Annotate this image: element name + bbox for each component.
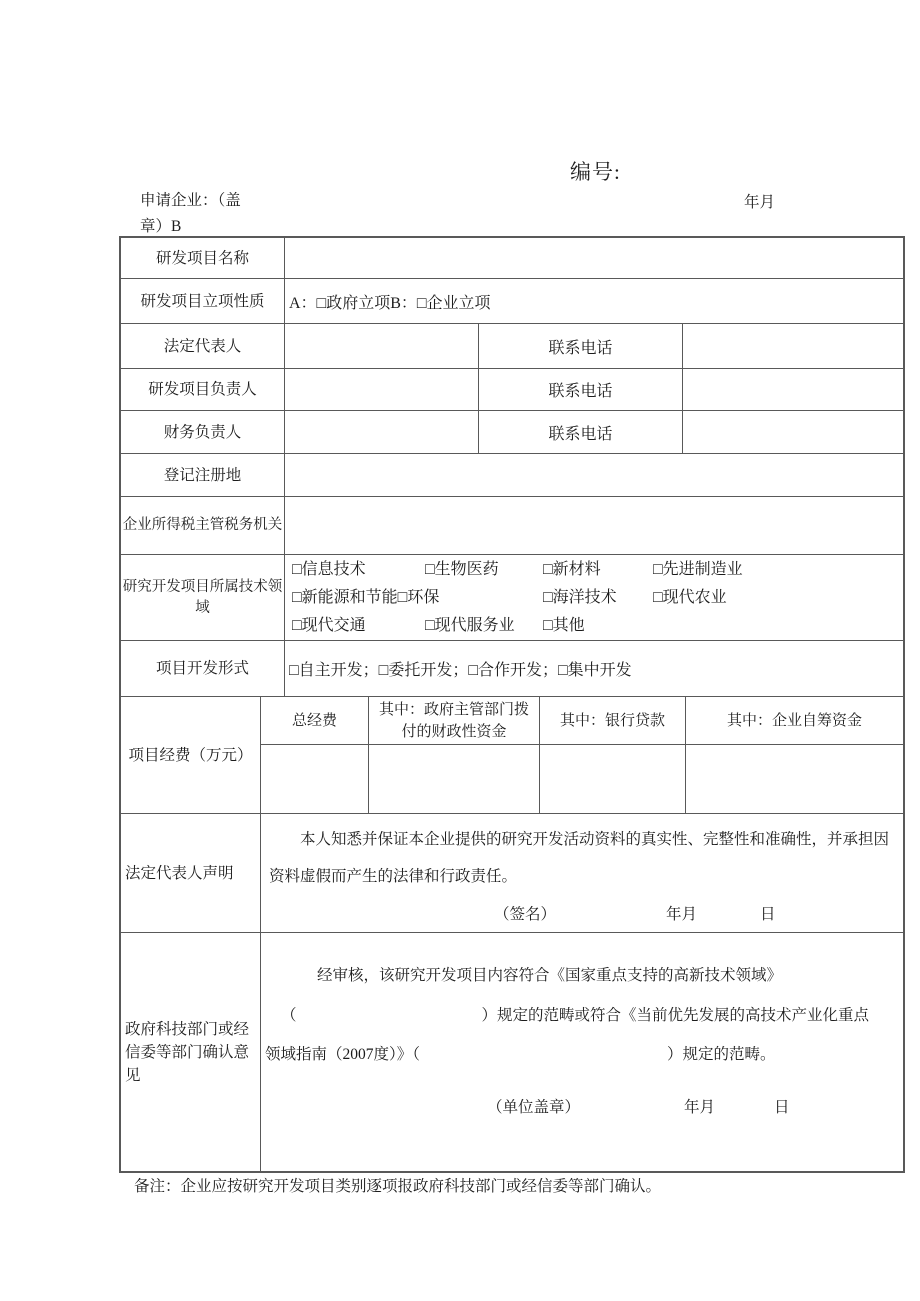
tech-field-line1	[292, 556, 743, 584]
declaration-date-label: 年月	[666, 906, 698, 923]
funding-value-row	[261, 745, 903, 813]
declaration-day-label: 日	[760, 906, 776, 923]
checkbox-new-materials[interactable]: □新材料	[543, 560, 601, 578]
confirmation-label: 政府科技部门或经信委等部门确认意见	[121, 933, 261, 1171]
confirmation-content	[261, 933, 903, 1171]
top-date-label: 年月	[744, 194, 776, 211]
legal-rep-phone-input-cell[interactable]	[683, 324, 907, 368]
project-leader-label: 研发项目负责人	[121, 369, 285, 410]
finance-leader-input-cell[interactable]	[285, 411, 479, 453]
finance-leader-label: 财务负责人	[121, 411, 285, 453]
tech-field-label: 研究开发项目所属技术领域	[121, 555, 285, 640]
checkbox-bio-medicine[interactable]: □生物医药	[425, 560, 499, 578]
legal-rep-label: 法定代表人	[121, 324, 285, 368]
checkbox-modern-services[interactable]: □现代服务业	[425, 616, 515, 634]
row-project-leader	[121, 369, 903, 411]
checkbox-advanced-manufacturing[interactable]: □先进制造业	[653, 560, 743, 578]
funding-header-government: 其中：政府主管部门拨付的财政性资金	[369, 697, 540, 744]
row-finance-leader	[121, 411, 903, 454]
project-name-label: 研发项目名称	[121, 238, 285, 278]
finance-leader-phone-input-cell[interactable]	[683, 411, 907, 453]
confirmation-line3	[265, 1042, 895, 1068]
applicant-seal-label: 申请企业：（盖章）B	[140, 192, 241, 235]
dev-form-label: 项目开发形式	[121, 641, 285, 696]
row-legal-rep	[121, 324, 903, 369]
confirmation-line3-start: 领域指南（2007度）》（	[265, 1046, 421, 1063]
funding-grid	[261, 697, 903, 813]
funding-header-row	[261, 697, 903, 745]
confirmation-day-label: 日	[774, 1099, 790, 1116]
funding-government-input-cell[interactable]	[369, 745, 540, 813]
checkbox-info-tech[interactable]: □信息技术	[292, 560, 366, 578]
funding-header-bank-loan: 其中：银行贷款	[540, 697, 686, 744]
confirmation-line2-rest: ）规定的范畴或符合《当前优先发展的高技术产业化重点	[481, 1007, 870, 1024]
project-leader-phone-input-cell[interactable]	[683, 369, 907, 410]
row-project-name	[121, 238, 903, 279]
confirmation-line2-open: （	[281, 1007, 297, 1024]
funding-header-total: 总经费	[261, 697, 369, 744]
row-confirmation	[121, 933, 903, 1171]
project-leader-input-cell[interactable]	[285, 369, 479, 410]
legal-rep-phone-label: 联系电话	[479, 324, 683, 368]
funding-header-self-raised: 其中：企业自筹资金	[726, 712, 862, 729]
tech-field-options	[285, 555, 903, 640]
legal-rep-input-cell[interactable]	[285, 324, 479, 368]
project-nature-label: 研发项目立项性质	[121, 279, 285, 323]
declaration-sign-line	[261, 902, 903, 926]
row-dev-form	[121, 641, 903, 697]
checkbox-marine-tech[interactable]: □海洋技术	[543, 588, 617, 606]
checkbox-modern-transport[interactable]: □现代交通	[292, 616, 366, 634]
row-registered-address	[121, 454, 903, 497]
checkbox-new-energy-environment[interactable]: □新能源和节能□环保	[292, 588, 440, 606]
row-tax-authority	[121, 497, 903, 555]
unit-seal-label: （单位盖章）	[487, 1099, 581, 1116]
project-nature-options[interactable]: A：□政府立项B：□企业立项	[289, 294, 491, 312]
registered-address-label: 登记注册地	[121, 454, 285, 496]
registered-address-input-cell[interactable]	[285, 454, 903, 496]
row-tech-field	[121, 555, 903, 641]
signature-label: （签名）	[494, 906, 557, 923]
confirmation-date-label: 年月	[684, 1099, 716, 1116]
tech-field-line2	[292, 584, 727, 612]
footnote: 备注：企业应按研究开发项目类别逐项报政府科技部门或经信委等部门确认。	[134, 1178, 662, 1195]
checkbox-modern-agriculture[interactable]: □现代农业	[653, 588, 727, 606]
project-name-input-cell[interactable]	[285, 238, 903, 278]
rd-project-form-table	[119, 236, 905, 1173]
confirmation-line1: 经审核，该研究开发项目内容符合《国家重点支持的高新技术领域》	[317, 967, 783, 984]
funding-label: 项目经费（万元）	[121, 697, 261, 813]
declaration-label: 法定代表人声明	[121, 814, 261, 932]
row-project-nature	[121, 279, 903, 324]
tax-authority-label: 企业所得税主管税务机关	[121, 497, 285, 554]
project-leader-phone-label: 联系电话	[479, 369, 683, 410]
tech-field-line3	[292, 612, 585, 640]
dev-form-options[interactable]: □自主开发；□委托开发；□合作开发；□集中开发	[289, 662, 632, 679]
declaration-text: 本人知悉并保证本企业提供的研究开发活动资料的真实性、完整性和准确性，并承担因资料虚假而产生的法律和行政责任。	[269, 831, 890, 885]
confirmation-line2	[281, 1003, 895, 1029]
finance-leader-phone-label: 联系电话	[479, 411, 683, 453]
row-funding	[121, 697, 903, 814]
funding-bank-loan-input-cell[interactable]	[540, 745, 686, 813]
confirmation-seal-line	[261, 1095, 903, 1119]
serial-number-label: 编号:	[570, 160, 621, 184]
row-declaration	[121, 814, 903, 933]
checkbox-other[interactable]: □其他	[543, 616, 585, 634]
tax-authority-input-cell[interactable]	[285, 497, 903, 554]
declaration-content	[261, 814, 903, 932]
funding-self-raised-input-cell[interactable]	[686, 745, 903, 813]
funding-total-input-cell[interactable]	[261, 745, 369, 813]
confirmation-line3-end: ）规定的范畴。	[667, 1046, 776, 1063]
